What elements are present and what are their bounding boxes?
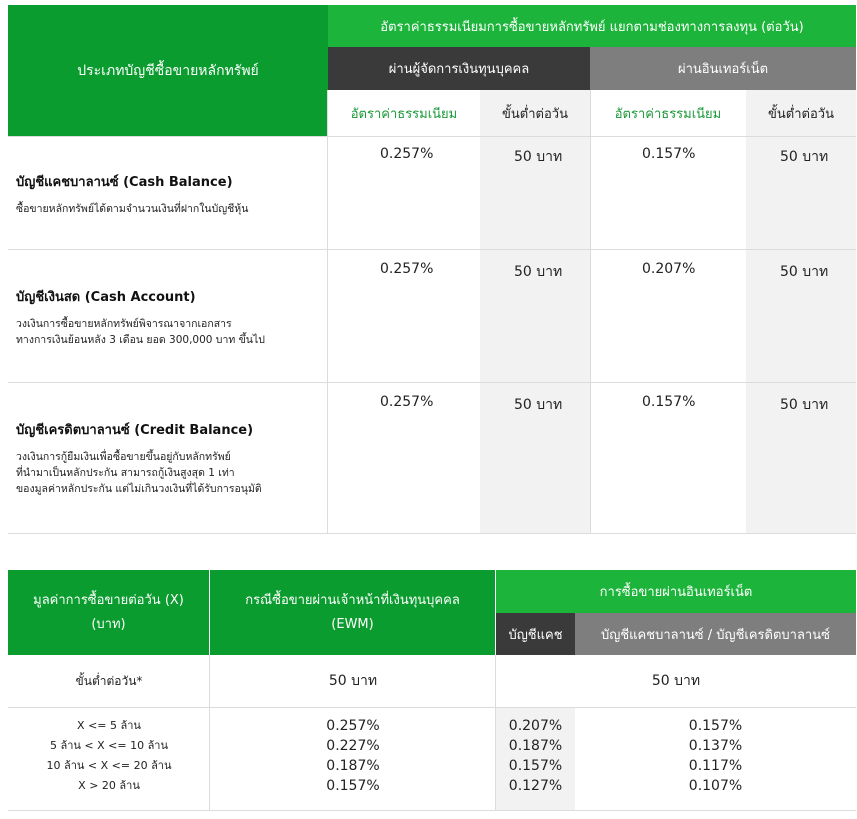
divider (8, 810, 856, 811)
broker-rate-value: 0.257% (380, 146, 434, 162)
tier-range: 10 ล้าน < X <= 20 ล้าน (46, 759, 172, 772)
internet-min-value: 50 บาท (780, 264, 829, 280)
header-group-broker (328, 47, 590, 90)
broker-min-value: 50 บาท (514, 397, 563, 413)
subheader-broker-rate (328, 90, 480, 136)
header-daily-value-label: มูลค่าการซื้อขายต่อวัน (X) (33, 592, 184, 608)
header-group-internet-label: ผ่านอินเทอร์เน็ต (677, 62, 769, 77)
tier-ewm-rate: 0.227% (326, 738, 380, 754)
header-cash-account (496, 613, 575, 655)
subheader-internet-rate (590, 90, 746, 136)
account-description: ของมูลค่าหลักประกัน แต่ไม่เกินวงเงินที่ได้รับการอนุมัติ (16, 483, 262, 495)
tier-cash-rate: 0.187% (508, 738, 563, 754)
divider (590, 90, 591, 533)
tier-balance-rate: 0.157% (688, 718, 743, 734)
table-row (16, 286, 321, 348)
subheader-broker-rate-label: อัตราค่าธรรมเนียม (350, 106, 458, 122)
tier-ewm-rate: 0.257% (326, 718, 380, 734)
header-cash-account-label: บัญชีแคช (508, 627, 563, 643)
tier-ranges (8, 716, 210, 796)
header-group-internet (590, 47, 856, 90)
table-row (16, 419, 321, 497)
account-name: บัญชีเครดิตบาลานซ์ (Credit Balance) (16, 423, 254, 438)
divider (8, 707, 856, 708)
min-row-label (8, 655, 210, 707)
subheader-internet-min-label: ขั้นต่ำต่อวัน (768, 106, 834, 122)
broker-min-value: 50 บาท (514, 149, 563, 165)
tier-balance-rates (575, 716, 856, 796)
internet-rate-value: 0.157% (642, 394, 696, 410)
divider (8, 533, 856, 534)
divider (327, 90, 328, 533)
header-account-type-label: ประเภทบัญชีซื้อขายหลักทรัพย์ (77, 62, 259, 79)
internet-rate-value: 0.207% (642, 261, 696, 277)
account-name: บัญชีแคชบาลานซ์ (Cash Balance) (16, 175, 233, 190)
tier-balance-rate: 0.117% (688, 758, 743, 774)
account-description: วงเงินการซื้อขายหลักทรัพย์พิจารณาจากเอกสาร (16, 318, 232, 330)
table-row (16, 171, 321, 217)
header-fee-rate-label: อัตราค่าธรรมเนียมการซื้อขายหลักทรัพย์ แยกตามช่องทางการลงทุน (ต่อวัน) (380, 19, 804, 35)
divider (209, 570, 210, 655)
divider (495, 570, 496, 655)
shade-internet-min-column (746, 136, 856, 533)
account-description: ซื้อขายหลักทรัพย์ได้ตามจำนวนเงินที่ฝากในบัญชีหุ้น (16, 203, 249, 215)
divider (8, 249, 856, 250)
header-ewm-abbrev: (EWM) (331, 616, 374, 632)
broker-rate-value: 0.257% (380, 261, 434, 277)
broker-rate-value: 0.257% (380, 394, 434, 410)
internet-min-value: 50 บาท (780, 149, 829, 165)
min-row-label-text: ขั้นต่ำต่อวัน* (75, 673, 143, 688)
min-row-internet (496, 655, 856, 707)
tier-cash-rates (496, 716, 575, 796)
tier-ewm-rate: 0.157% (326, 778, 380, 794)
broker-min-value: 50 บาท (514, 264, 563, 280)
min-row-ewm (210, 655, 496, 707)
header-account-type (8, 5, 328, 136)
divider (495, 655, 496, 810)
account-name: บัญชีเงินสด (Cash Account) (16, 290, 196, 305)
divider (8, 382, 856, 383)
subheader-internet-min (746, 90, 856, 136)
min-row-ewm-value: 50 บาท (328, 673, 378, 689)
header-daily-value-unit: (บาท) (91, 616, 126, 632)
tier-balance-rate: 0.107% (688, 778, 743, 794)
account-description: ทางการเงินย้อนหลัง 3 เดือน ยอด 300,000 บาท ขึ้นไป (16, 334, 265, 346)
tier-cash-rate: 0.127% (508, 778, 563, 794)
internet-min-value: 50 บาท (780, 397, 829, 413)
header-internet-trading (496, 570, 856, 613)
header-ewm-label: กรณีซื้อขายผ่านเจ้าหน้าที่เงินทุนบุคคล (245, 592, 460, 608)
subheader-broker-min-label: ขั้นต่ำต่อวัน (502, 106, 568, 122)
subheader-broker-min (480, 90, 590, 136)
account-description: วงเงินการกู้ยืมเงินเพื่อซื้อขายขึ้นอยู่กับหลักทรัพย์ (16, 451, 231, 463)
internet-rate-value: 0.157% (642, 146, 696, 162)
tier-range: X <= 5 ล้าน (77, 719, 141, 732)
tier-cash-rate: 0.207% (508, 718, 563, 734)
subheader-internet-rate-label: อัตราค่าธรรมเนียม (614, 106, 722, 122)
divider (8, 136, 856, 137)
shade-broker-min-column (480, 136, 590, 533)
header-balance-accounts-label: บัญชีแคชบาลานซ์ / บัญชีเครดิตบาลานซ์ (601, 627, 830, 643)
header-internet-trading-label: การซื้อขายผ่านอินเทอร์เน็ต (599, 585, 753, 600)
header-daily-value (8, 570, 209, 655)
tier-ewm-rates (210, 716, 496, 796)
header-fee-rate-by-channel (328, 5, 856, 47)
header-group-broker-label: ผ่านผู้จัดการเงินทุนบุคคล (388, 62, 530, 77)
tier-ewm-rate: 0.187% (326, 758, 380, 774)
tier-range: X > 20 ล้าน (78, 779, 140, 792)
min-row-internet-value: 50 บาท (651, 673, 701, 689)
tier-balance-rate: 0.137% (688, 738, 743, 754)
tier-range: 5 ล้าน < X <= 10 ล้าน (49, 739, 169, 752)
header-balance-accounts (575, 613, 856, 655)
account-description: ที่นำมาเป็นหลักประกัน สามารถกู้เงินสูงสุด 1 เท่า (16, 467, 235, 479)
divider (209, 655, 210, 810)
tier-cash-rate: 0.157% (508, 758, 563, 774)
header-ewm (210, 570, 495, 655)
